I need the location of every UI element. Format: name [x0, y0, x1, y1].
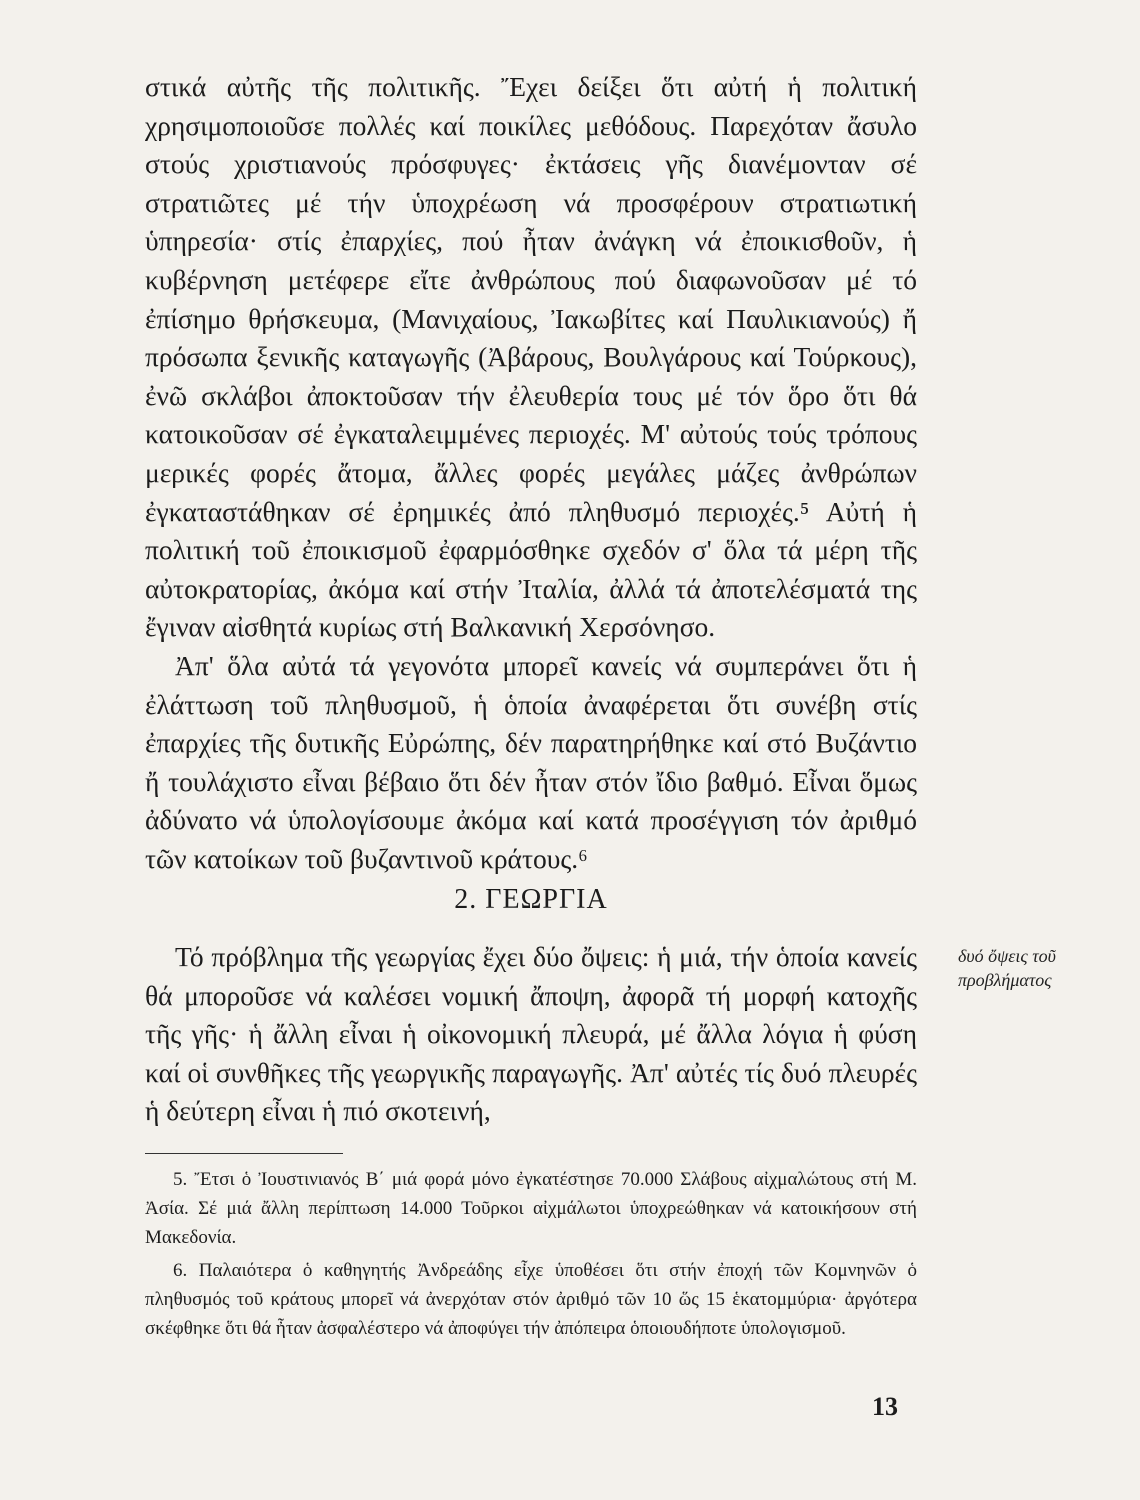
section-text-block [145, 938, 917, 1131]
paragraph-agriculture: Τό πρόβλημα τῆς γεωργίας ἔχει δύο ὄψεις: ἡ μιά, τήν ὁποία κανείς θά μποροῦσε νά καλέσει νομική ἄποψη, ἀφορᾶ τή μορφή κατοχῆς τῆς γῆς· ἡ ἄλλη εἶναι ἡ οἰκονομική πλευρά, μέ ἄλλα λόγια ἡ φύση καί οἱ συνθῆκες τῆς γεωργικῆς παραγωγῆς. Ἀπ' αὐτές τίς δυό πλευρές ἡ δεύτερη εἶναι ἡ πιό σκοτεινή, [145, 941, 917, 1127]
paragraph-settlement-policy: στικά αὐτῆς τῆς πολιτικῆς. Ἔχει δείξει ὅτι αὐτή ἡ πολιτική χρησιμοποιοῦσε πολλές καί ποικίλες μεθόδους. Παρεχόταν ἄσυλο στούς χριστιανούς πρόσφυγες· ἐκτάσεις γῆς διανέμονταν σέ στρατιῶτες μέ τήν ὑποχρέωση νά προσφέρουν στρατιωτική ὑπηρεσία· στίς ἐπαρχίες, πού ἦταν ἀνάγκη νά ἐποικισθοῦν, ἡ κυβέρνηση μετέφερε εἴτε ἀνθρώπους πού διαφωνοῦσαν μέ τό ἐπίσημο θρήσκευμα, (Μανιχαίους, Ἰακωβίτες καί Παυλικιανούς) ἤ πρόσωπα ξενικῆς καταγωγῆς (Ἀβάρους, Βουλγάρους καί Τούρκους), ἐνῶ σκλάβοι ἀποκτοῦσαν τήν ἐλευθερία τους μέ τόν ὅρο ὅτι θά κατοικοῦσαν σέ ἐγκαταλειμμένες περιοχές. Μ' αὐτούς τούς τρόπους μερικές φορές ἄτομα, ἄλλες φορές μεγάλες μάζες ἀνθρώπων ἐγκαταστάθηκαν σέ ἐρημικές ἀπό πληθυσμό περιοχές.⁵ Αὐτή ἡ πολιτική τοῦ ἐποικισμοῦ ἐφαρμόσθηκε σχεδόν σ' ὅλα τά μέρη τῆς αὐτοκρατορίας, ἀκόμα καί στήν Ἰταλία, ἀλλά τά ἀποτελέσματά της ἔγιναν αἰσθητά κυρίως στή Βαλκανική Χερσόνησο. [145, 71, 917, 643]
footnote-5: 5. Ἔτσι ὁ Ἰουστινιανός Β΄ μιά φορά μόνο ἐγκατέστησε 70.000 Σλάβους αἰχμαλώτους στή Μ. Ἀσία. Σέ μιά ἄλλη περίπτωση 14.000 Τοῦρκοι αἰχμάλωτοι ὑποχρεώθηκαν νά κατοικήσουν στή Μακεδονία. [145, 1169, 917, 1248]
paragraph-population-conclusion: Ἀπ' ὅλα αὐτά τά γεγονότα μπορεῖ κανείς νά συμπεράνει ὅτι ἡ ἐλάττωση τοῦ πληθυσμοῦ, ἡ ὁποία ἀναφέρεται ὅτι συνέβη στίς ἐπαρχίες τῆς δυτικῆς Εὐρώπης, δέν παρατηρήθηκε καί στό Βυζάντιο ἤ τουλάχιστο εἶναι βέβαιο ὅτι δέν ἦταν στόν ἴδιο βαθμό. Εἶναι ὅμως ἀδύνατο νά ὑπολογίσουμε ἀκόμα καί κατά προσέγγιση τόν ἀριθμό τῶν κατοίκων τοῦ βυζαντινοῦ κράτους.⁶ [145, 649, 917, 874]
footnote-divider [145, 1153, 343, 1154]
footnotes-block [145, 1165, 917, 1343]
page-number: 13 [872, 1392, 898, 1421]
footnote-6: 6. Παλαιότερα ὁ καθηγητής Ἀνδρεάδης εἶχε ὑποθέσει ὅτι στήν ἐποχή τῶν Κομνηνῶν ὁ πληθυσμός τοῦ κράτους μπορεῖ νά ἀνερχόταν στόν ἀριθμό τῶν 10 ὥς 15 ἑκατομμύρια· ἀργότερα σκέφθηκε ὅτι θά ἦταν ἀσφαλέστερο νά ἀποφύγει τήν ἀπόπειρα ὁποιουδήποτε ὑπολογισμοῦ. [145, 1260, 917, 1339]
main-text-block [145, 68, 917, 878]
section-heading: 2. ΓΕΩΡΓΙΑ [454, 884, 608, 915]
margin-note: δυό ὄψεις τοῦ προβλήματος [958, 946, 1056, 990]
